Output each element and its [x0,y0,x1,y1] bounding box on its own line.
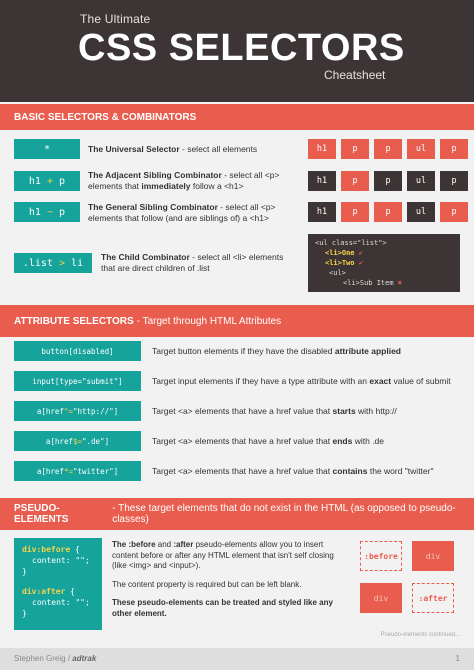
desc-text: - select all <p> [217,202,276,212]
code-text: "twitter"] [72,466,119,476]
section-note: - Target through HTML Attributes [136,315,282,327]
footer-credit [14,654,96,663]
section-attr-header [0,305,474,337]
code-text: input[type="submit"] [32,376,123,386]
section-title: PSEUDO-ELEMENTS [14,503,69,525]
author-name: Stephen Greig / [14,654,71,663]
desc-text: - select all <p> [221,170,280,180]
code-line: <ul class="list"> [315,239,387,247]
code-line: <li>Two [325,259,355,267]
code-line: content: ""; [32,556,90,565]
desc-emphasis: starts [332,406,356,416]
universal-selector-code [14,139,80,159]
code-text: a[href [36,406,64,416]
pseudo-code-example [14,538,102,630]
general-sibling-code [14,202,80,222]
code-text: "http://"] [72,406,119,416]
code-operator: > [59,257,66,269]
section-note: - These target elements that do not exist in the HTML (as opposed to pseudo-classes) [112,503,456,525]
attr-desc-ends [152,436,468,447]
section-pseudo-header [0,498,474,530]
page-footer [0,648,474,670]
demo-tag: p [341,139,369,159]
code-text: h1 [28,206,41,218]
desc-text: follow a <h1> [190,181,244,191]
desc-text: elements that follow (and are siblings of) a <h1> [88,213,269,223]
adjacent-sibling-desc [88,170,306,192]
demo-before-box: :before [360,541,402,571]
code-line: content: ""; [32,598,90,607]
code-text: li [71,257,84,269]
universal-selector-desc [88,144,298,155]
code-text: p [59,175,66,187]
desc-emphasis: exact [369,376,392,386]
selector-name: The Adjacent Sibling Combinator [88,170,222,180]
attr-code-submit [14,371,141,391]
adjacent-sibling-code [14,171,80,191]
desc-emphasis: contains [332,466,368,476]
cross-icon: ✖ [397,279,403,287]
pseudo-description [112,540,342,619]
desc-text: with .de [352,436,385,446]
continued-note: Pseudo-elements continued... [380,632,460,638]
attr-desc-contains [152,466,468,477]
code-line: <li>Sub Item [343,279,394,287]
desc-text: value of submit [391,376,451,386]
code-text: { [70,545,80,554]
demo-after-box: :after [412,583,454,613]
code-line: } [22,567,27,576]
demo-tag: p [341,202,369,222]
pseudo-paragraph-2: The content property is required but can be left blank. [112,579,302,589]
attr-desc-disabled [152,346,468,357]
brand-logo: adtrak [72,654,97,663]
child-code-example [308,234,460,292]
code-line: <li>One [325,249,355,257]
desc-emphasis: The :before [112,540,156,549]
code-line: <ul> [329,269,346,277]
page-header [0,0,474,102]
desc-emphasis: ends [332,436,353,446]
demo-tag: p [374,139,402,159]
desc-text: Target <a> elements that have a href value that [152,466,333,476]
demo-tag: ul [407,139,435,159]
attr-code-starts [14,401,141,421]
desc-text: Target <a> elements that have a href value that [152,436,333,446]
pseudo-paragraph-3: These pseudo-elements can be treated and styled like any other element. [112,598,333,618]
desc-emphasis: immediately [141,181,191,191]
demo-tag: p [341,171,369,191]
desc-text: with http:// [355,406,397,416]
attr-code-ends [14,431,141,451]
code-text: a[href [45,436,73,446]
code-operator: ^= [63,406,73,416]
code-operator: $= [72,436,83,446]
demo-tag: ul [407,171,435,191]
section-basic-header [0,104,474,130]
code-text: ".de"] [82,436,110,446]
general-sibling-desc [88,202,306,224]
desc-emphasis: :after [173,540,194,549]
desc-text: Target <a> elements that have a href value that [152,406,333,416]
desc-text: that are direct children of .list [101,263,210,273]
desc-text: elements that [88,181,142,191]
general-demo [308,202,468,222]
demo-div-box: div [412,541,454,571]
demo-tag: h1 [308,139,336,159]
code-operator: ~ [46,206,54,218]
selector-name: The Child Combinator [101,252,190,262]
demo-tag: h1 [308,171,336,191]
desc-text: pseudo-elements allow you to insert content before or after any HTML element that isn't self closing (like <img> and <input>). [112,540,334,570]
demo-tag: p [440,202,468,222]
header-tail: Cheatsheet [324,68,386,82]
desc-text: the word "twitter" [367,466,434,476]
child-combinator-desc [101,252,301,274]
page-title: CSS SELECTORS [78,27,405,69]
code-selector: div:after [22,587,66,596]
demo-tag: p [374,171,402,191]
selector-name: The General Sibling Combinator [88,202,218,212]
adjacent-demo [308,171,468,191]
desc-text: - select all <li> elements [189,252,284,262]
desc-text: and [155,540,174,549]
code-text: * [43,143,51,155]
code-text: button[disabled] [41,346,114,356]
code-text: .list [22,257,53,269]
demo-tag: p [440,171,468,191]
code-text: h1 [28,175,41,187]
page-number: 1 [455,654,460,663]
demo-tag: h1 [308,202,336,222]
selector-name: The Universal Selector [88,144,180,154]
header-subtitle: The Ultimate [80,12,151,26]
code-operator: *= [63,466,73,476]
child-combinator-code [14,253,92,273]
demo-tag: p [440,139,468,159]
check-icon: ✔ [358,259,363,267]
section-title: BASIC SELECTORS & COMBINATORS [14,111,197,123]
demo-tag: ul [407,202,435,222]
attr-code-contains [14,461,141,481]
code-text: { [65,587,75,596]
code-selector: div:before [22,545,71,554]
code-text: a[href [36,466,64,476]
check-icon: ✔ [358,249,363,257]
attr-code-disabled [14,341,141,361]
demo-tag: p [374,202,402,222]
code-operator: + [46,175,54,187]
desc-text: Target button elements if they have the disabled [152,346,335,356]
attr-desc-submit [152,376,472,387]
section-title: ATTRIBUTE SELECTORS [14,315,134,327]
code-line: } [22,609,27,618]
pseudo-paragraph-1 [112,540,342,572]
code-text: p [59,206,66,218]
selector-desc: - select all elements [179,144,258,154]
attr-desc-starts [152,406,468,417]
desc-emphasis: attribute applied [334,346,401,356]
universal-demo [308,139,468,159]
desc-text: Target input elements if they have a type attribute with an [152,376,370,386]
demo-div-box: div [360,583,402,613]
